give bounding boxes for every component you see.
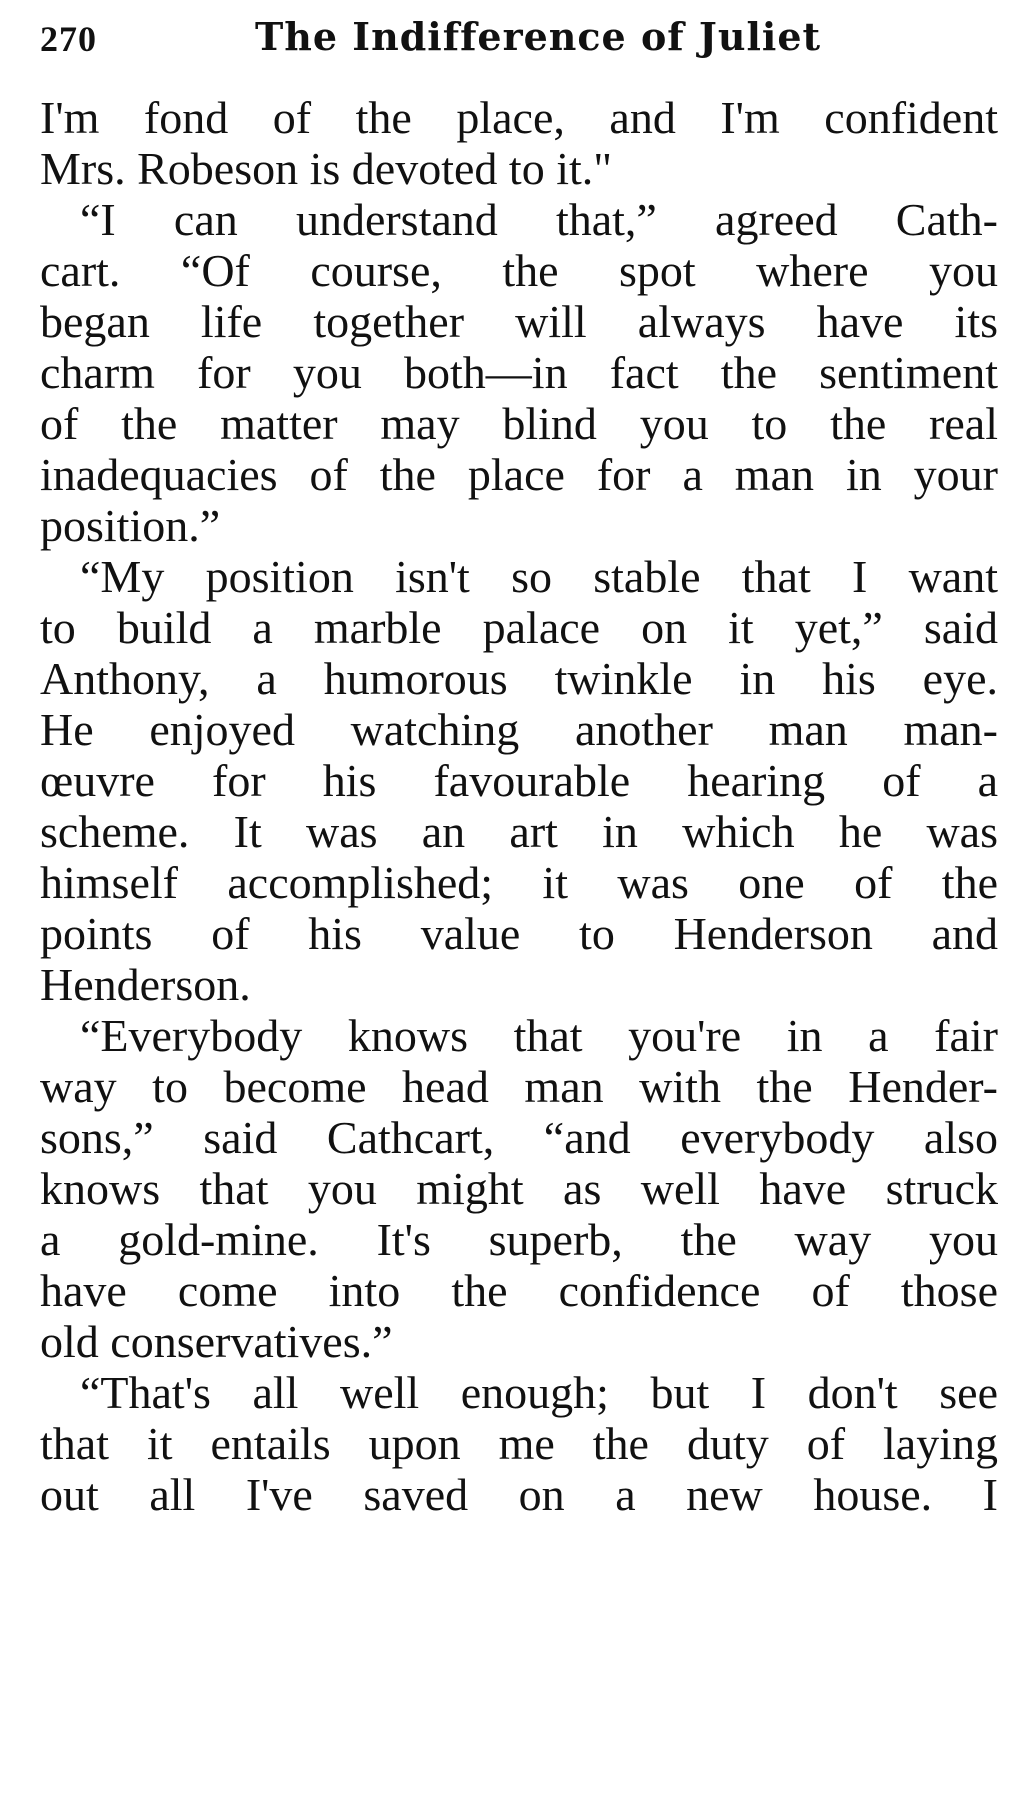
text-line: “Everybody knows that you're in a fair	[80, 1010, 998, 1061]
text-line: cart. “Of course, the spot where you	[40, 245, 998, 296]
text-line: Anthony, a humorous twinkle in his eye.	[40, 653, 998, 704]
page-number: 270	[40, 19, 97, 59]
text-line: way to become head man with the Hender-	[40, 1061, 998, 1112]
text-line: I'm fond of the place, and I'm confident	[40, 92, 998, 143]
running-head	[40, 14, 1000, 70]
text-line: scheme. It was an art in which he was	[40, 806, 998, 857]
text-line: old conservatives.”	[40, 1316, 393, 1367]
text-line: of the matter may blind you to the real	[40, 398, 998, 449]
body-text	[40, 92, 998, 1520]
text-line: Henderson.	[40, 959, 251, 1010]
text-line: inadequacies of the place for a man in your	[40, 449, 998, 500]
text-line: charm for you both—in fact the sentiment	[40, 347, 998, 398]
text-line: to build a marble palace on it yet,” said	[40, 602, 998, 653]
text-line: position.”	[40, 500, 221, 551]
text-line: Mrs. Robeson is devoted to it."	[40, 143, 613, 194]
text-line: He enjoyed watching another man man-	[40, 704, 998, 755]
book-title: The Indifference of Juliet	[255, 14, 822, 59]
text-line: have come into the confidence of those	[40, 1265, 998, 1316]
text-line: œuvre for his favourable hearing of a	[40, 755, 998, 806]
text-line: “I can understand that,” agreed Cath-	[80, 194, 998, 245]
text-line: “That's all well enough; but I don't see	[80, 1367, 998, 1418]
text-line: began life together will always have its	[40, 296, 998, 347]
text-line: sons,” said Cathcart, “and everybody also	[40, 1112, 998, 1163]
text-line: points of his value to Henderson and	[40, 908, 998, 959]
text-line: out all I've saved on a new house. I	[40, 1469, 998, 1520]
text-line: that it entails upon me the duty of laying	[40, 1418, 998, 1469]
text-line: “My position isn't so stable that I want	[80, 551, 998, 602]
text-line: a gold-mine. It's superb, the way you	[40, 1214, 998, 1265]
text-line: knows that you might as well have struck	[40, 1163, 998, 1214]
text-line: himself accomplished; it was one of the	[40, 857, 998, 908]
